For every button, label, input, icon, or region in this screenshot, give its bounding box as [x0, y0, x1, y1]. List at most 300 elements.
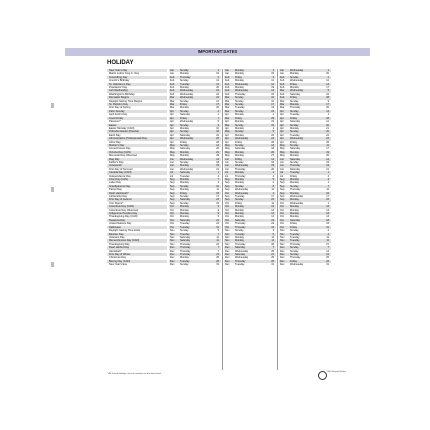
holiday-name: United Nations Day — [109, 222, 132, 226]
date-number: 7 — [327, 184, 329, 188]
month-label: Apr — [280, 137, 284, 141]
month-label: Oct — [280, 222, 284, 226]
date-number: 9 — [217, 208, 219, 212]
month-label: Nov — [280, 242, 285, 246]
date-number: 7 — [327, 246, 329, 250]
holiday-name: Lincoln's Birthday — [109, 79, 130, 83]
month-label: Aug — [225, 178, 230, 181]
month-label: Mar — [225, 123, 230, 127]
month-label: Jan — [280, 69, 285, 72]
month-label: Oct — [170, 215, 174, 219]
date-number: 7 — [217, 246, 219, 250]
month-label: Apr — [170, 120, 174, 124]
date-number: 5 — [327, 89, 329, 93]
weekday-label: Wednesday — [235, 164, 249, 168]
date-number: 21 — [326, 126, 329, 130]
month-label: May — [225, 147, 230, 151]
weekday-label: Monday — [180, 164, 189, 168]
weekday-label: Sunday — [180, 109, 189, 113]
weekday-label: Monday — [180, 178, 189, 181]
weekday-label: Sunday — [290, 249, 299, 253]
weekday-label: Friday — [290, 259, 297, 263]
month-label: Feb — [225, 89, 230, 93]
month-label: May — [280, 147, 285, 151]
date-number: 1 — [327, 171, 329, 175]
holiday-name: Boxing Day (CAN) — [107, 260, 167, 263]
weekday-label: Monday — [235, 181, 244, 185]
weekday-label: Sunday — [235, 184, 244, 188]
weekday-label: Thursday — [235, 222, 246, 226]
weekday-label: Wednesday — [180, 137, 194, 141]
month-label: Dec — [280, 263, 285, 267]
holiday-name: Remembrance Day (CAN) — [107, 239, 167, 242]
month-label: Apr — [280, 113, 284, 117]
date-number: 14 — [216, 157, 219, 161]
date-number: 1 — [217, 113, 219, 117]
weekday-label: Saturday — [180, 218, 191, 222]
date-number: 27 — [271, 154, 274, 158]
weekday-label: Tuesday — [290, 239, 300, 243]
month-label: Jan — [225, 72, 230, 76]
date-number: 11 — [271, 188, 274, 192]
date-number: 19 — [216, 164, 219, 168]
planner-page — [63, 45, 371, 415]
month-label: Oct — [280, 201, 284, 205]
weekday-label: Friday — [290, 140, 297, 144]
date-number: 14 — [216, 82, 219, 86]
weekday-label: Tuesday — [180, 174, 190, 178]
weekday-label: Monday — [290, 126, 299, 130]
weekday-label: Wednesday — [290, 89, 304, 93]
date-number: 25 — [326, 256, 329, 260]
month-label: Feb — [170, 92, 175, 96]
date-number: 25 — [271, 256, 274, 260]
month-label: Nov — [225, 242, 230, 246]
date-number: 26 — [216, 259, 219, 263]
date-number: 1 — [272, 69, 274, 72]
weekday-label: Tuesday — [180, 225, 190, 229]
date-number: 11 — [271, 201, 274, 205]
weekday-label: Monday — [290, 212, 299, 216]
date-number: 22 — [216, 96, 219, 100]
weekday-label: Friday — [290, 96, 297, 100]
month-label: Sep — [280, 181, 285, 185]
weekday-label: Sunday — [235, 123, 244, 127]
month-label: Jun — [225, 167, 230, 171]
month-label: Apr — [170, 133, 174, 137]
month-label: Oct — [280, 218, 284, 222]
date-number: 17 — [216, 195, 219, 199]
weekday-label: Monday — [180, 150, 189, 154]
date-number: 14 — [326, 249, 329, 253]
date-number: 20 — [326, 123, 329, 127]
date-number: 29 — [216, 154, 219, 158]
holiday-name: Election Day — [107, 233, 167, 236]
month-label: Sep — [170, 191, 175, 195]
month-label: Oct — [225, 208, 229, 212]
month-label: Apr — [170, 140, 174, 144]
date-number: 14 — [326, 157, 329, 161]
month-label: Apr — [170, 113, 174, 117]
date-number: 4 — [272, 174, 274, 178]
date-number: 5 — [272, 232, 274, 236]
month-label: Oct — [225, 225, 229, 229]
date-number: 18 — [326, 116, 329, 120]
weekday-label: Thursday — [235, 174, 246, 178]
weekday-label: Wednesday — [180, 167, 194, 171]
month-label: Sep — [170, 188, 175, 192]
weekday-label: Friday — [180, 191, 187, 195]
edge-tab-marker — [51, 262, 54, 267]
month-label: Sep — [280, 188, 285, 192]
date-number: 13 — [326, 205, 329, 209]
weekday-label: Wednesday — [290, 195, 304, 199]
date-number: 11 — [326, 188, 329, 192]
date-number: 10 — [271, 99, 274, 103]
weekday-label: Monday — [235, 79, 244, 83]
date-number: 14 — [271, 215, 274, 219]
date-number: 20 — [271, 167, 274, 171]
date-number: 28 — [326, 96, 329, 100]
date-number: 25 — [326, 140, 329, 144]
year-column-3 — [279, 69, 331, 267]
weekday-label: Monday — [235, 126, 244, 130]
month-label: Oct — [280, 225, 284, 229]
weekday-label: Wednesday — [180, 92, 194, 96]
date-number: 31 — [271, 263, 274, 267]
month-label: Jun — [225, 164, 230, 168]
date-number: 22 — [326, 198, 329, 202]
date-number: 1 — [272, 113, 274, 117]
month-label: Feb — [280, 92, 285, 96]
weekday-label: Monday — [290, 103, 299, 107]
month-label: Sep — [225, 188, 230, 192]
weekday-label: Friday — [290, 116, 297, 120]
weekday-label: Sunday — [180, 229, 189, 233]
month-label: Jan — [170, 69, 175, 72]
weekday-label: Sunday — [180, 123, 189, 127]
holiday-name: Armed Forces Day — [109, 147, 131, 151]
holiday-name: Indigenous Peoples Day — [107, 212, 167, 215]
weekday-label: Tuesday — [290, 171, 300, 175]
date-number: 9 — [327, 99, 329, 103]
weekday-label: Friday — [235, 116, 242, 120]
holiday-name: Civic Day (CAN) — [107, 178, 167, 181]
month-label: Jun — [280, 157, 285, 161]
date-number: 4 — [327, 232, 329, 236]
month-label: Sep — [170, 195, 175, 199]
month-label: Feb — [225, 86, 230, 90]
date-number: 2 — [217, 75, 219, 79]
weekday-label: Monday — [290, 181, 299, 185]
holiday-name: Memorial Day Observed — [109, 154, 137, 158]
weekday-label: Saturday — [180, 239, 191, 243]
date-number: 12 — [271, 79, 274, 83]
weekday-label: Sunday — [290, 184, 299, 188]
date-number: 14 — [271, 205, 274, 209]
holiday-name: Arbor Day — [109, 140, 121, 144]
month-label: May — [170, 143, 175, 147]
date-number: 18 — [271, 147, 274, 151]
month-label: Dec — [280, 259, 285, 263]
month-label: Jul — [225, 171, 229, 175]
weekday-label: Tuesday — [235, 263, 245, 267]
date-number: 17 — [326, 147, 329, 151]
weekday-label: Monday — [235, 154, 244, 158]
weekday-label: Tuesday — [180, 82, 190, 86]
date-number: 19 — [271, 218, 274, 222]
holiday-name: Columbus Day (CAN) — [107, 205, 167, 208]
weekday-label: Friday — [180, 103, 187, 107]
holiday-name: Earth Day — [109, 133, 121, 137]
month-label: Jun — [170, 160, 175, 164]
weekday-label: Wednesday — [235, 82, 249, 86]
weekday-label: Tuesday — [235, 232, 245, 236]
weekday-label: Tuesday — [290, 232, 300, 236]
weekday-label: Sunday — [235, 96, 244, 100]
month-label: Mar — [280, 99, 285, 103]
date-number: 11 — [216, 235, 219, 239]
holiday-name: Easter Monday (CAN) — [109, 126, 135, 130]
date-number: 22 — [326, 92, 329, 96]
month-label: Oct — [225, 222, 229, 226]
weekday-label: Monday — [235, 133, 244, 137]
month-label: Apr — [280, 130, 284, 134]
banner-title: IMPORTANT DATES — [197, 49, 238, 54]
date-number: 2 — [272, 181, 274, 185]
holiday-name: Presidents' Day — [109, 86, 128, 90]
date-number: 16 — [271, 160, 274, 164]
month-label: Mar — [280, 103, 285, 107]
weekday-label: Monday — [290, 208, 299, 212]
weekday-label: Saturday — [290, 147, 301, 151]
month-label: Mar — [170, 99, 175, 103]
date-number: 14 — [271, 212, 274, 216]
weekday-label: Tuesday — [290, 133, 300, 137]
month-label: Feb — [280, 79, 285, 83]
date-cell — [169, 263, 221, 266]
weekday-label: Monday — [235, 150, 244, 154]
holiday-name: Citizenship Day — [109, 195, 128, 199]
month-label: Mar — [170, 103, 175, 107]
weekday-label: Wednesday — [235, 188, 249, 192]
month-label: Jul — [225, 174, 229, 178]
weekday-label: Saturday — [180, 147, 191, 151]
date-number: 20 — [216, 147, 219, 151]
date-number: 23 — [216, 242, 219, 246]
date-number: 14 — [271, 89, 274, 93]
date-number: 1 — [327, 181, 329, 185]
month-label: Mar — [225, 106, 230, 110]
weekday-label: Sunday — [180, 130, 189, 134]
month-label: Apr — [225, 113, 229, 117]
holiday-name: Independence Day — [109, 174, 131, 178]
date-number: 29 — [271, 116, 274, 120]
month-label: Nov — [225, 229, 230, 233]
weekday-label: Tuesday — [235, 195, 245, 199]
date-number: 17 — [271, 103, 274, 107]
month-label: Nov — [170, 239, 175, 243]
month-label: Apr — [225, 120, 229, 124]
weekday-label: Sunday — [290, 99, 299, 103]
date-number: 17 — [271, 195, 274, 199]
month-label: Apr — [280, 123, 284, 127]
date-number: 31 — [216, 263, 219, 267]
date-number: 5 — [272, 178, 274, 181]
month-label: Apr — [280, 120, 284, 124]
weekday-label: Monday — [290, 150, 299, 154]
holiday-name: Flag Day — [107, 158, 167, 161]
date-number: 13 — [326, 215, 329, 219]
date-number: 31 — [271, 123, 274, 127]
month-label: Sep — [225, 195, 230, 199]
date-number: 4 — [217, 181, 219, 185]
month-label: Sep — [170, 184, 175, 188]
date-number: 20 — [271, 150, 274, 154]
month-label: Nov — [170, 242, 175, 246]
weekday-label: Sunday — [235, 103, 244, 107]
year-column-2 — [224, 69, 276, 267]
month-label: Oct — [225, 212, 229, 216]
date-number: 20 — [216, 86, 219, 90]
date-number: 13 — [326, 212, 329, 216]
month-label: Nov — [280, 229, 285, 233]
weekday-label: Sunday — [180, 79, 189, 83]
month-label: Nov — [225, 235, 230, 239]
weekday-label: Tuesday — [180, 259, 190, 263]
date-number: 26 — [216, 137, 219, 141]
holiday-name: St. Patrick's Day — [107, 103, 167, 106]
column-divider — [222, 69, 223, 370]
date-number: 22 — [216, 150, 219, 154]
date-number: 31 — [271, 225, 274, 229]
date-number: 22 — [216, 92, 219, 96]
month-label: Feb — [280, 96, 285, 100]
month-label: Apr — [280, 116, 284, 120]
month-label: Apr — [225, 133, 229, 137]
date-number: 7 — [217, 232, 219, 236]
weekday-label: Monday — [290, 198, 299, 202]
weekday-label: Monday — [290, 215, 299, 219]
weekday-label: Friday — [235, 157, 242, 161]
weekday-label: Monday — [180, 126, 189, 130]
month-label: Nov — [280, 232, 285, 236]
date-number: 16 — [216, 130, 219, 134]
date-number: 18 — [326, 218, 329, 222]
month-label: Oct — [170, 218, 174, 222]
weekday-label: Sunday — [290, 109, 299, 113]
month-label: May — [280, 150, 285, 154]
holiday-name: New Year's Eve — [109, 263, 128, 267]
month-label: Feb — [170, 82, 175, 86]
weekday-label: Tuesday — [180, 232, 190, 236]
month-label: Apr — [170, 123, 174, 127]
weekday-label: Monday — [290, 86, 299, 90]
holiday-name: Thanksgiving Day (CAN) — [109, 215, 138, 219]
date-number: 22 — [271, 120, 274, 124]
month-label: May — [225, 154, 230, 158]
month-label: Oct — [280, 205, 284, 209]
holiday-name: Labor Day — [109, 181, 121, 185]
month-label: Jun — [280, 167, 285, 171]
date-number: 22 — [326, 191, 329, 195]
date-number: 23 — [216, 198, 219, 202]
date-number: 7 — [217, 249, 219, 253]
weekday-label: Sunday — [290, 75, 299, 79]
date-number: 1 — [272, 171, 274, 175]
holiday-name: Christmas Day — [109, 256, 127, 260]
date-number: 22 — [271, 133, 274, 137]
date-number: 20 — [326, 72, 329, 76]
month-label: Apr — [225, 137, 229, 141]
month-label: Jan — [170, 72, 175, 76]
date-number: 4 — [327, 174, 329, 178]
month-label: Sep — [280, 195, 285, 199]
month-label: Apr — [170, 137, 174, 141]
weekday-label: Tuesday — [290, 235, 300, 239]
date-number: 9 — [217, 212, 219, 216]
holiday-name: Columbus Day Observed — [109, 208, 138, 212]
weekday-label: Sunday — [180, 263, 189, 267]
date-number: 10 — [216, 184, 219, 188]
month-label: Apr — [280, 126, 284, 130]
holiday-name: Good Friday — [107, 117, 167, 120]
month-label: Dec — [225, 256, 230, 260]
month-label: Dec — [170, 256, 175, 260]
holiday-name: Passover* — [109, 120, 121, 124]
month-label: Dec — [170, 263, 175, 267]
month-label: Oct — [225, 215, 229, 219]
weekday-label: Saturday — [235, 147, 246, 151]
date-number: 24 — [216, 201, 219, 205]
date-number: 2 — [327, 229, 329, 233]
month-label: Oct — [170, 208, 174, 212]
weekday-label: Monday — [180, 72, 189, 76]
date-number: 24 — [271, 137, 274, 141]
date-number: 14 — [271, 82, 274, 86]
month-label: Feb — [225, 79, 230, 83]
weekday-label: Sunday — [290, 229, 299, 233]
weekday-label: Monday — [180, 215, 189, 219]
date-number: 19 — [271, 86, 274, 90]
holiday-name: Mother's Day — [107, 144, 167, 147]
weekday-label: Saturday — [180, 235, 191, 239]
date-number: 11 — [216, 239, 219, 243]
holiday-name: Rosh Hashanah* — [107, 192, 167, 195]
weekday-label: Wednesday — [290, 201, 304, 205]
date-number: 14 — [271, 157, 274, 161]
weekday-label: Monday — [235, 69, 244, 72]
date-number: 25 — [216, 256, 219, 260]
date-number: 1 — [327, 69, 329, 72]
month-label: Dec — [280, 252, 285, 256]
weekday-label: Monday — [235, 235, 244, 239]
weekday-label: Sunday — [290, 130, 299, 134]
weekday-label: Thursday — [235, 242, 246, 246]
month-label: Feb — [280, 86, 285, 90]
recycle-logo-icon — [318, 371, 327, 380]
month-label: Nov — [170, 235, 175, 239]
weekday-label: Tuesday — [180, 222, 190, 226]
month-label: Aug — [170, 178, 175, 181]
date-number: 24 — [326, 222, 329, 226]
weekday-label: Monday — [235, 178, 244, 181]
weekday-label: Wednesday — [180, 120, 194, 124]
weekday-label: Friday — [290, 174, 297, 178]
date-number: 12 — [216, 99, 219, 103]
holiday-name: Sweetest Day — [107, 219, 167, 222]
month-label: Dec — [170, 252, 175, 256]
